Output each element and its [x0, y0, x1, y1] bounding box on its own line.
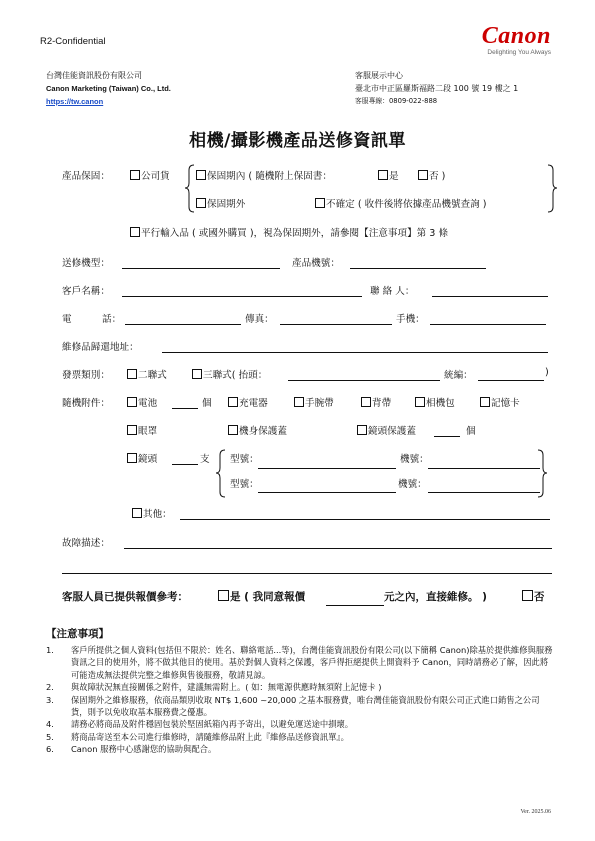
company-goods-option[interactable]: [130, 168, 170, 182]
form-title: 相機/攝影機產品送修資訊單: [189, 131, 406, 151]
company-goods-checkbox[interactable]: [130, 170, 140, 180]
eyecup-checkbox[interactable]: [127, 425, 137, 435]
fax-field[interactable]: [280, 324, 392, 325]
note-number: 3.: [46, 694, 54, 705]
note-text: Canon 服務中心感謝您的協助與配合。: [71, 744, 217, 755]
camera-bag-option[interactable]: [415, 395, 455, 409]
out-warranty-option[interactable]: [196, 196, 245, 210]
mobile-label: 手機：: [396, 314, 425, 325]
lens1-serial-label: 機號：: [400, 454, 429, 465]
note-text: 客戶所提供之個人資料(包括但不限於：姓名、聯絡電話...等)，台灣佳能資訊股份有限公司(以下簡稱 Canon)除基於提供維修與服務資訊之目的使用外，將不做其他目的使用。基於對個人資料之保護，客戶得拒絕提供上開資料予 Canon，同時請務必了解，因此將可能造成無法提供完整之維修與售後服務，敬請見諒。: [71, 645, 553, 680]
canon-logo: [482, 24, 551, 56]
invoice-title-field[interactable]: [288, 380, 440, 381]
company-name-en: Canon Marketing (Taiwan) Co., Ltd.: [46, 84, 171, 93]
quote-yes-text: 是 ( 我同意報價: [230, 591, 306, 603]
company-goods-text: 公司貨: [141, 171, 170, 182]
return-address-field[interactable]: [162, 352, 548, 353]
warranty-card-yes-option[interactable]: [378, 168, 399, 182]
body-cap-option[interactable]: [228, 423, 287, 437]
fault-field-line-2[interactable]: [62, 573, 552, 574]
strap-option[interactable]: [361, 395, 391, 409]
note-text: 保固期外之維修服務，依商品類別收取 NT$ 1,600 ~20,000 之基本服務費，唯台灣佳能資訊股份有限公司正式進口銷售之公司貨，則予以免收取基本服務費之優惠。: [71, 694, 540, 718]
note-item: [46, 731, 556, 743]
quote-label: 客服人員已提供報價參考：: [62, 591, 188, 603]
battery-qty-field[interactable]: [172, 408, 198, 409]
accessories-label: 隨機附件：: [62, 398, 110, 409]
invoice-triplicate-text: 三聯式( 抬頭：: [203, 370, 268, 381]
logo-brand: Canon: [481, 23, 551, 49]
note-item: [46, 681, 556, 693]
serial-label: 產品機號：: [292, 258, 340, 269]
strap-checkbox[interactable]: [361, 397, 371, 407]
charger-option[interactable]: [228, 395, 268, 409]
charger-checkbox[interactable]: [228, 397, 238, 407]
other-text: 其他：: [143, 509, 172, 520]
note-number: 6.: [46, 744, 54, 755]
note-item: [46, 694, 556, 719]
in-warranty-option[interactable]: [196, 168, 332, 182]
parallel-import-checkbox[interactable]: [130, 227, 140, 237]
battery-option[interactable]: [127, 395, 157, 409]
battery-checkbox[interactable]: [127, 397, 137, 407]
phone-label-b: 話：: [102, 314, 122, 325]
warranty-card-no-option[interactable]: [418, 168, 445, 182]
quote-no-option[interactable]: [522, 589, 545, 604]
service-center-name: 客服展示中心: [355, 71, 403, 80]
note-number: 2.: [46, 682, 54, 693]
customer-label: 客戶名稱：: [62, 286, 110, 297]
lens-unit: 支: [200, 454, 210, 465]
lens-cap-unit: 個: [466, 426, 476, 437]
lens-text: 鏡頭: [138, 454, 158, 465]
camera-bag-text: 相機包: [426, 398, 455, 409]
model-field[interactable]: [122, 268, 280, 269]
unsure-option[interactable]: [315, 196, 487, 210]
notes-title: 【注意事項】: [46, 628, 109, 640]
company-info: [46, 69, 171, 108]
service-center-address: 臺北市中正區羅斯福路二段 100 號 19 樓之 1: [355, 84, 519, 93]
right-brace-icon: [546, 164, 558, 214]
model-label: 送修機型：: [62, 258, 110, 269]
lens1-model-field[interactable]: [258, 468, 396, 469]
parallel-import-text: 平行輸入品 ( 或國外購買 )，視為保固期外，請參閱【注意事項】第 3 條: [141, 228, 449, 239]
wrist-strap-text: 手腕帶: [305, 398, 334, 409]
body-cap-text: 機身保護蓋: [239, 426, 287, 437]
invoice-duplicate-text: 二聯式: [138, 370, 167, 381]
invoice-triplicate-option[interactable]: [192, 367, 267, 381]
quote-no-text: 否: [534, 591, 545, 603]
quote-no-checkbox[interactable]: [522, 590, 533, 601]
warranty-card-no-text: 否 ): [429, 171, 446, 182]
charger-text: 充電器: [239, 398, 268, 409]
camera-bag-checkbox[interactable]: [415, 397, 425, 407]
parallel-import-option[interactable]: [130, 225, 448, 239]
customer-field[interactable]: [122, 296, 362, 297]
contact-field[interactable]: [432, 296, 548, 297]
logo-tagline: Delighting You Always: [487, 49, 551, 56]
note-item: [46, 743, 556, 755]
tax-id-field[interactable]: [478, 380, 544, 381]
battery-text: 電池: [138, 398, 158, 409]
eyecup-option[interactable]: [127, 423, 157, 437]
confidential-label: R2-Confidential: [40, 36, 106, 47]
mobile-field[interactable]: [430, 324, 546, 325]
lens2-model-label: 型號：: [230, 479, 259, 490]
lens-checkbox[interactable]: [127, 453, 137, 463]
invoice-triplicate-checkbox[interactable]: [192, 369, 202, 379]
return-address-label: 維修品歸還地址：: [62, 342, 139, 353]
invoice-close-paren: ): [545, 367, 549, 378]
lens1-model-label: 型號：: [230, 454, 259, 465]
note-number: 5.: [46, 731, 54, 742]
lens-left-brace-icon: [215, 449, 227, 499]
quote-amount-field[interactable]: [326, 605, 384, 606]
phone-label-a: 電: [62, 314, 72, 325]
fault-field-line-1[interactable]: [124, 548, 552, 549]
warranty-card-yes-checkbox[interactable]: [378, 170, 388, 180]
contact-label: 聯 絡 人：: [370, 286, 415, 297]
quote-yes-option[interactable]: [218, 589, 305, 604]
invoice-duplicate-checkbox[interactable]: [127, 369, 137, 379]
in-warranty-checkbox[interactable]: [196, 170, 206, 180]
lens2-serial-field[interactable]: [428, 492, 540, 493]
out-warranty-text: 保固期外: [207, 199, 246, 210]
serial-field[interactable]: [350, 268, 486, 269]
warranty-label: 產品保固：: [62, 171, 110, 182]
other-field[interactable]: [180, 519, 550, 520]
note-number: 4.: [46, 719, 54, 730]
version-label: Ver. 2025.06: [520, 809, 551, 815]
invoice-duplicate-option[interactable]: [127, 367, 167, 381]
note-item: [46, 718, 556, 730]
notes-list: [46, 644, 556, 756]
wrist-strap-option[interactable]: [294, 395, 334, 409]
other-option[interactable]: [132, 506, 172, 520]
lens-qty-field[interactable]: [172, 464, 198, 465]
note-text: 將商品寄送至本公司進行維修時，請隨維修品附上此『維修品送修資訊單』。: [71, 731, 349, 742]
note-number: 1.: [46, 645, 54, 655]
out-warranty-checkbox[interactable]: [196, 198, 206, 208]
lens-cap-checkbox[interactable]: [357, 425, 367, 435]
memory-card-checkbox[interactable]: [480, 397, 490, 407]
battery-unit: 個: [202, 398, 212, 409]
tax-id-label: 統編：: [444, 370, 473, 381]
memory-card-option[interactable]: [480, 395, 520, 409]
lens-option[interactable]: [127, 451, 157, 465]
wrist-strap-checkbox[interactable]: [294, 397, 304, 407]
lens2-serial-label: 機號：: [398, 479, 427, 490]
eyecup-text: 眼罩: [138, 426, 158, 437]
lens-cap-qty-field[interactable]: [434, 436, 460, 437]
quote-within-text: 元之內，直接維修。 ): [384, 591, 487, 603]
service-hotline: 客服專線：0809-022-888: [355, 97, 438, 105]
fax-label: 傳真：: [245, 314, 274, 325]
in-warranty-text: 保固期內 ( 隨機附上保固書：: [207, 171, 332, 182]
unsure-text: 不確定 ( 收件後將依據產品機號查詢 ): [326, 199, 487, 210]
warranty-card-yes-text: 是: [389, 171, 399, 182]
company-name-zh: 台灣佳能資訊股份有限公司: [46, 71, 142, 80]
note-item: [46, 644, 556, 681]
unsure-checkbox[interactable]: [315, 198, 325, 208]
strap-text: 背帶: [372, 398, 392, 409]
memory-card-text: 記憶卡: [491, 398, 520, 409]
body-cap-checkbox[interactable]: [228, 425, 238, 435]
lens2-model-field[interactable]: [258, 492, 396, 493]
quote-yes-checkbox[interactable]: [218, 590, 229, 601]
other-checkbox[interactable]: [132, 508, 142, 518]
service-center-info: [355, 69, 518, 108]
invoice-label: 發票類別：: [62, 370, 110, 381]
lens-cap-text: 鏡頭保護蓋: [368, 426, 416, 437]
fault-label: 故障描述：: [62, 538, 110, 549]
lens-cap-option[interactable]: [357, 423, 416, 437]
note-text: 與故障狀況無直接關係之附件，建議無需附上。( 如：無電源供應時無須附上記憶卡 ): [71, 682, 382, 693]
phone-field[interactable]: [125, 324, 241, 325]
left-brace-icon: [184, 164, 196, 214]
company-url-link[interactable]: https://tw.canon: [46, 97, 104, 106]
note-text: 請務必將商品及附件穩固包裝於堅固紙箱內再予寄出，以避免運送途中損壞。: [71, 719, 354, 730]
warranty-card-no-checkbox[interactable]: [418, 170, 428, 180]
lens1-serial-field[interactable]: [428, 468, 540, 469]
